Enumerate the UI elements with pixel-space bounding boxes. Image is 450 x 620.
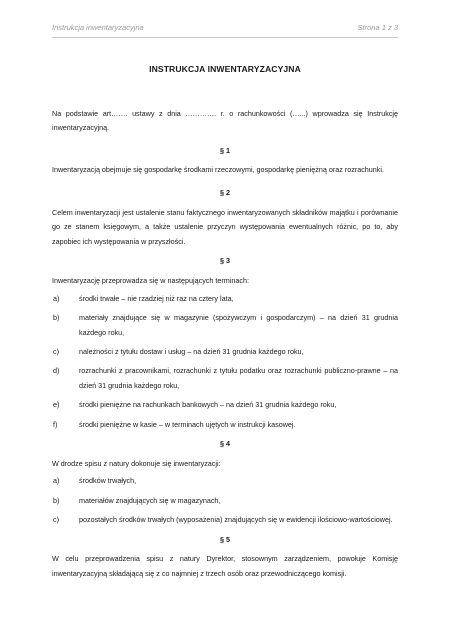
- section-5-text: W celu przeprowadzenia spisu z natury Dyrektor, stosownym zarządzeniem, powołuje Komisję inwentaryzacyjną składającą się z co najmniej z trzech osób oraz przewodniczącego komisji.: [52, 554, 398, 579]
- list-item: [52, 494, 398, 509]
- list-item: [52, 292, 398, 307]
- list-marker: a): [53, 476, 60, 486]
- list-item-text: rozrachunki z pracownikami, rozrachunki z tytułu podatku oraz rozrachunki publiczno-prawne – na dzień 31 grudnia każdego roku,: [79, 366, 398, 390]
- list-item: [52, 418, 398, 433]
- document-title: INSTRUKCJA INWENTARYZACYJNA: [149, 64, 301, 74]
- section-mark-4: § 4: [220, 439, 230, 449]
- list-marker: a): [53, 293, 60, 303]
- document-body: [52, 62, 398, 582]
- running-header: [52, 23, 398, 37]
- section-4-list: [52, 474, 398, 527]
- list-item: [52, 398, 398, 413]
- section-mark-3: § 3: [220, 256, 230, 266]
- list-marker: b): [53, 312, 60, 322]
- section-mark-1: § 1: [220, 145, 230, 155]
- list-item-text: pozostałych środków trwałych (wyposażenia) znajdujących się w ewidencji ilościowo-wartościowej.: [79, 515, 393, 525]
- list-item: [52, 311, 398, 340]
- section-mark-2: § 2: [220, 187, 230, 197]
- list-item-text: materiały znajdujące się w magazynie (spożywczym i gospodarczym) – na dzień 31 grudnia każdego roku,: [79, 312, 398, 337]
- header-page-number: Strona 1 z 3: [357, 23, 398, 32]
- section-4-text: W drodze spisu z natury dokonuje się inwentaryzacji:: [52, 458, 221, 468]
- list-item: [52, 474, 398, 489]
- list-item-text: należności z tytułu dostaw i usług – na dzień 31 grudnia każdego roku,: [79, 346, 304, 356]
- list-item-text: środków trwałych,: [79, 476, 137, 486]
- section-3-text: Inwentaryzację przeprowadza się w następujących terminach:: [52, 275, 249, 285]
- list-marker: c): [53, 346, 59, 356]
- list-item-text: środki pieniężne w kasie – w terminach ujętych w instrukcji kasowej.: [79, 419, 296, 429]
- list-marker: d): [53, 366, 60, 376]
- list-marker: e): [53, 400, 60, 410]
- list-marker: c): [53, 515, 59, 525]
- list-marker: b): [53, 495, 60, 505]
- section-2-text: Celem inwentaryzacji jest ustalenie stanu faktycznego inwentaryzowanych składników majątku i porównanie go ze stanem księgowym, a także ustalenie przyczyn występowania ewentualnych różnic, po to, aby zapobiec ich występowania w przyszłości.: [52, 207, 398, 246]
- list-item: [52, 364, 398, 393]
- list-item: [52, 513, 398, 528]
- list-item-text: środki trwałe – nie rzadziej niż raz na cztery lata,: [79, 293, 234, 303]
- list-item-text: materiałów znajdujących się w magazynach,: [79, 495, 221, 505]
- list-marker: f): [53, 419, 58, 429]
- section-1-text: Inwentaryzacją obejmuje się gospodarkę środkami rzeczowymi, gospodarkę pieniężną oraz rozrachunki.: [52, 165, 384, 175]
- section-3-list: [52, 292, 398, 433]
- list-item-text: środki pieniężne na rachunkach bankowych – na dzień 31 grudnia każdego roku,: [79, 400, 337, 410]
- intro-paragraph: Na podstawie art……. ustawy z dnia …………. r. o rachunkowości (…...) wprowadza się Instrukcję inwentaryzacyjną.: [52, 108, 398, 133]
- section-mark-5: § 5: [220, 534, 230, 544]
- header-divider: [52, 37, 398, 38]
- list-item: [52, 345, 398, 360]
- header-document-name: Instrukcja inwentaryzacyjna: [52, 23, 144, 32]
